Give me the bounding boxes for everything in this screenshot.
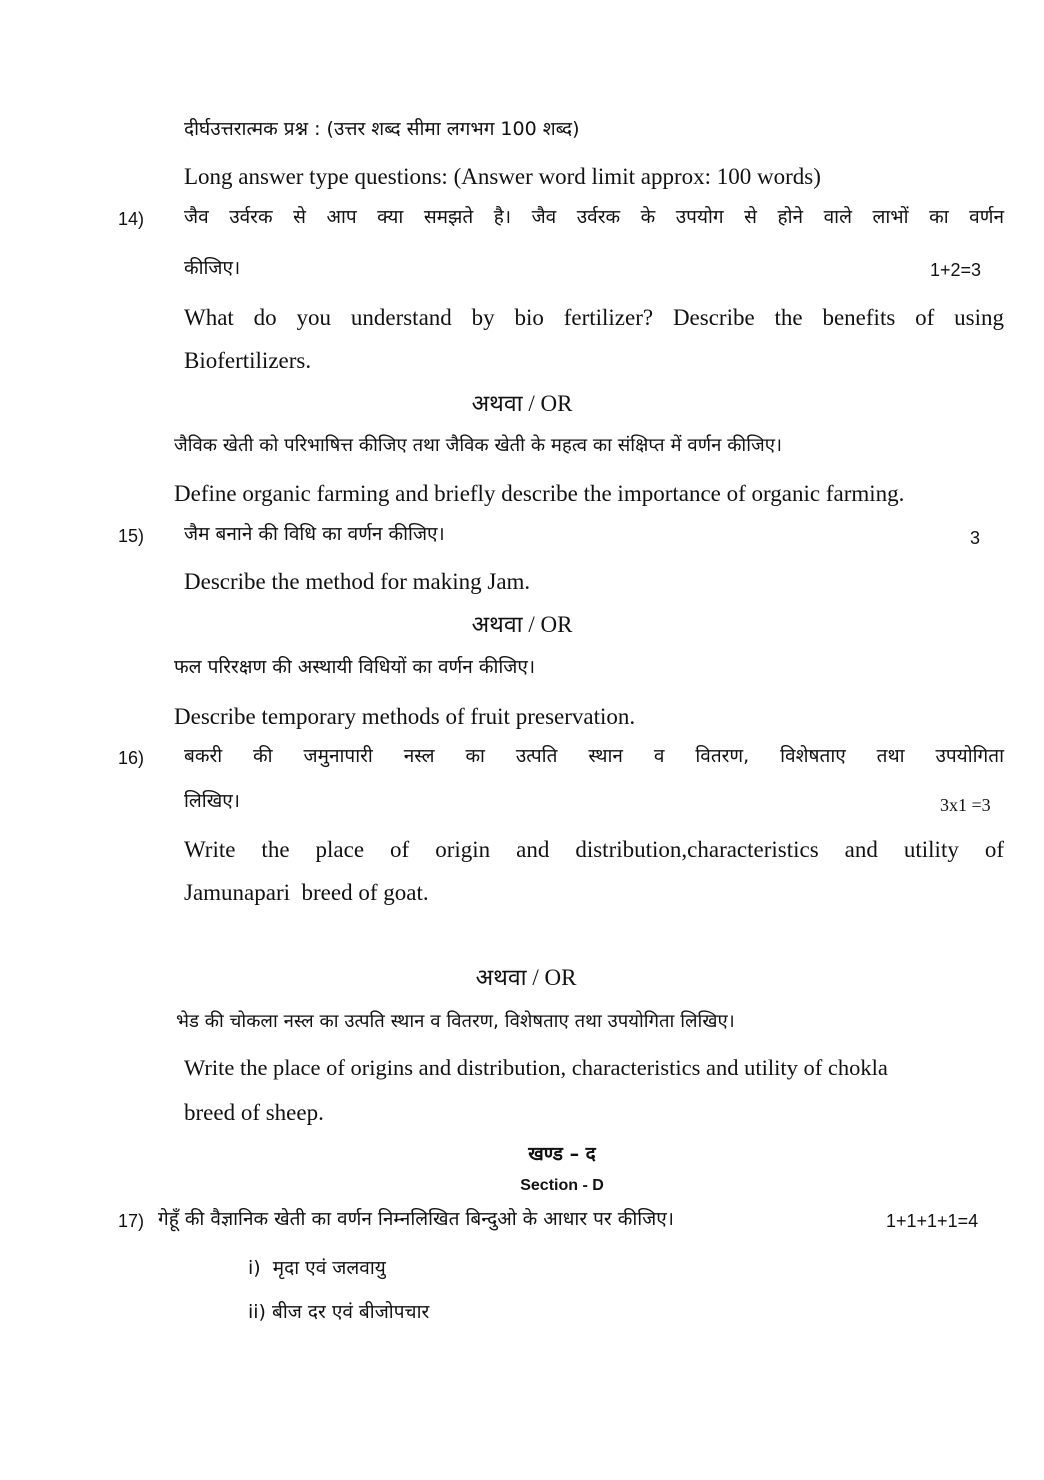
q14-or-divider: अथवा / OR [471, 391, 573, 416]
question-number-16: 16) [118, 748, 145, 768]
q17-marks: 1+1+1+1=4 [886, 1211, 979, 1231]
q14-alt-english: Define organic farming and briefly describe the importance of organic farming. [174, 481, 905, 506]
q16-hindi-line1: बकरी की जमुनापारी नस्ल का उत्पति स्थान व वितरण, विशेषताए तथा उपयोगिता [184, 745, 1004, 767]
q16-marks: 3x1 =3 [940, 795, 991, 815]
q15-alt-english: Describe temporary methods of fruit preservation. [174, 704, 636, 729]
q16-or-divider: अथवा / OR [475, 965, 577, 990]
question-number-17: 17) [118, 1211, 145, 1231]
q16-hindi-line2: लिखिए। [184, 790, 240, 812]
q15-or-divider: अथवा / OR [471, 612, 573, 637]
section-heading-hindi: खण्ड – द [528, 1143, 596, 1165]
intro-hindi: दीर्घउत्तरात्मक प्रश्न : (उत्तर शब्द सीमा लगभग 100 शब्द) [184, 118, 580, 140]
q16-alt-english-line2: breed of sheep. [184, 1100, 324, 1125]
q15-english: Describe the method for making Jam. [184, 569, 531, 594]
q14-alt-hindi: जैविक खेती को परिभाषित्त कीजिए तथा जैविक खेती के महत्व का संक्षिप्त में वर्णन कीजिए। [174, 435, 782, 456]
q14-english-line2: Biofertilizers. [184, 348, 312, 373]
q17-point-1: i) मृदा एवं जलवायु [248, 1257, 386, 1279]
section-heading-english: Section - D [520, 1177, 604, 1194]
q17-point-2: ii) बीज दर एवं बीजोपचार [248, 1301, 430, 1323]
intro-english: Long answer type questions: (Answer word limit approx: 100 words) [184, 164, 821, 189]
q16-english-line1: Write the place of origin and distribution,characteristics and utility of [184, 837, 1004, 862]
question-number-15: 15) [118, 526, 145, 546]
q15-hindi: जैम बनाने की विधि का वर्णन कीजिए। [184, 523, 445, 545]
q14-marks: 1+2=3 [930, 260, 982, 280]
q14-hindi-line2: कीजिए। [184, 257, 241, 279]
q15-marks: 3 [970, 528, 981, 548]
q15-alt-hindi: फल परिरक्षण की अस्थायी विधियों का वर्णन कीजिए। [174, 656, 536, 678]
q17-hindi: गेहूँ की वैज्ञानिक खेती का वर्णन निम्नलिखित बिन्दुओ के आधार पर कीजिए। [158, 1208, 674, 1230]
q16-alt-english-line1: Write the place of origins and distribution, characteristics and utility of chokla [184, 1055, 888, 1080]
q16-alt-hindi: भेड की चोकला नस्ल का उत्पति स्थान व वितरण, विशेषताए तथा उपयोगिता लिखिए। [176, 1011, 735, 1032]
question-number-14: 14) [118, 209, 145, 229]
q14-hindi-line1: जैव उर्वरक से आप क्या समझते है। जैव उर्वरक के उपयोग से होने वाले लाभों का वर्णन [184, 206, 1004, 228]
q14-english-line1: What do you understand by bio fertilizer? Describe the benefits of using [184, 305, 1004, 330]
q16-english-line2: Jamunapari breed of goat. [184, 880, 429, 905]
